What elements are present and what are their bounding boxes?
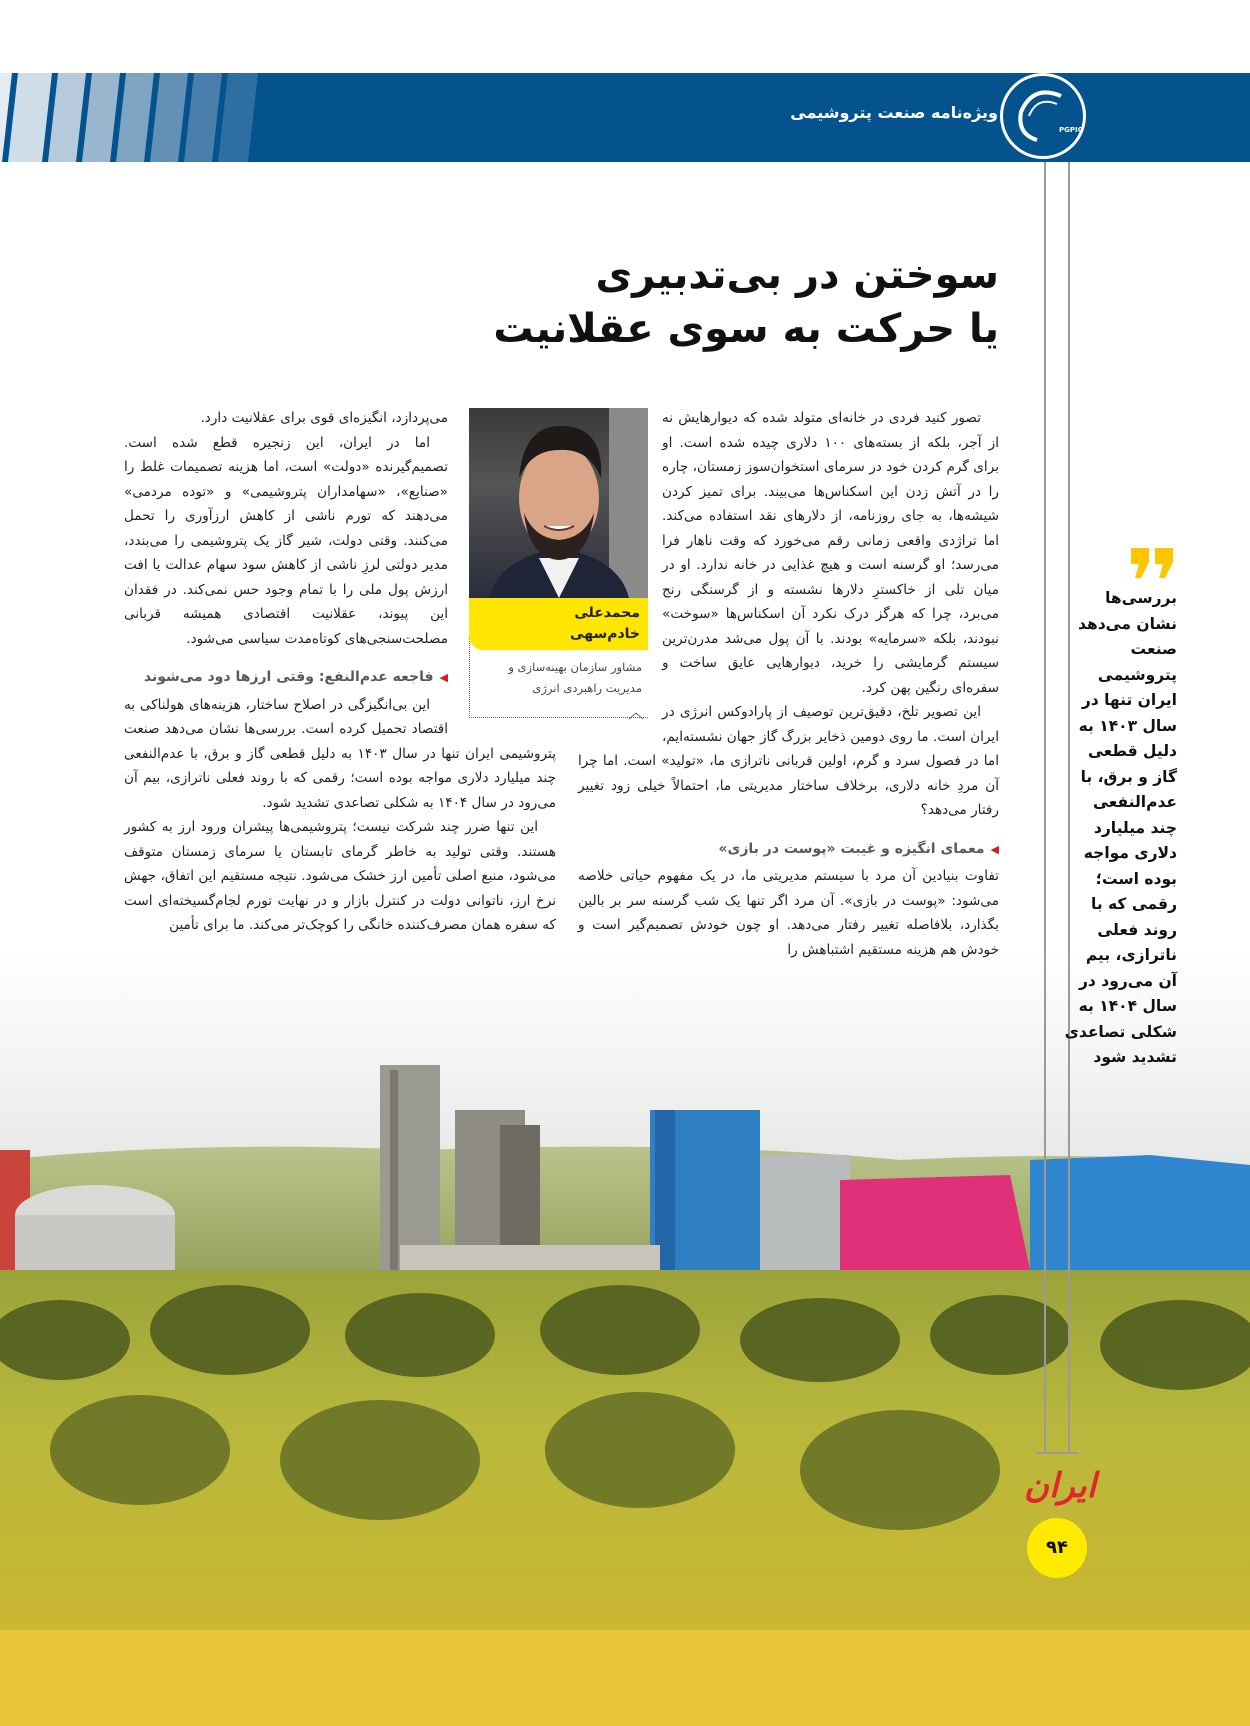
paragraph: تصور کنید فردی در خانه‌ای متولد شده که دیوارهایش نه از آجر، بلکه از بسته‌های ۱۰۰ دلاری چیده شده است. او برای گرم کردن خود در سرمای استخوان‌سوز زمستان، چاره را در آتش زدن این اسکناس‌ها می‌بیند. برای تمیز کردن شیشه‌ها، به جای روزنامه، از دلارهای نقد استفاده می‌کند. اما تراژدی واقعی زمانی رقم می‌خورد که وقت ناهار فرا می‌رسد؛ او گرسنه است و هیچ غذایی در خانه ندارد. او در میان تلی از خاکسترِ دلارها نشسته و از گرسنگی رنج می‌برد، چرا که هرگز درک نکرد آن اسکناس‌ها «سوخت» نبودند، بلکه «سرمایه» بودند. با آن پول می‌شد مدرن‌ترین سیستم گرمایشی را خرید، دیوارهایی عایق ساخت و سفره‌ای رنگین پهن کرد.: [662, 410, 999, 696]
paragraph: این تنها ضرر چند شرکت نیست؛ پتروشیمی‌ها پیشران ورود ارز به کشور هستند. وقتی تولید به خاطر گرمای تابستان یا سرمای زمستان متوقف می‌شود، منبع اصلی تأمین ارز خشک می‌شود. نتیجه مستقیم این اتفاق، جهش نرخ ارز، ناتوانی دولت در کنترل بازار و در نهایت تورم لجام‌گسیخته‌ای است که سفره همان مصرف‌کننده خانگی را کوچک‌تر می‌کند. ما برای تأمین: [124, 819, 556, 933]
subheading: ◀فاجعه عدم‌النفع: وقتی ارزها دود می‌شوند: [143, 669, 448, 685]
pull-quote: [1062, 548, 1177, 1071]
decorative-stripes: [0, 73, 260, 162]
paragraph: تفاوت بنیادین آن مرد با سیستم مدیریتی ما، در یک مفهوم حیاتی خلاصه می‌شود: «پوست در بازی». آن مرد اگر تنها یک شب گرسنه سر بر بالین بگذارد، بلافاصله تغییر رفتار می‌دهد. او چون خودش تصمیم‌گیر است و خودش هم هزینه مستقیم اشتباهش را: [578, 868, 999, 958]
page-number: ۹۴: [1027, 1518, 1087, 1578]
author-photo: [469, 408, 648, 598]
title-line-2: یا حرکت به سوی عقلانیت: [493, 306, 999, 352]
rule-foot: [1036, 1452, 1078, 1454]
triangle-bullet-icon: ◀: [439, 671, 448, 684]
article-title: [493, 248, 999, 356]
paragraph: این بی‌انگیزگی در اصلاح ساختار، هزینه‌های هولناکی به اقتصاد تحمیل کرده است. بررسی‌ها نشان می‌دهد صنعت پتروشیمی ایران تنها در سال ۱۴۰۳ به دلیل قطعی گاز و برق، با عدم‌النفعی چند میلیارد دلاری مواجه بوده است؛ رقمی که با روند فعلی ناترازی، بیم آن می‌رود در سال ۱۴۰۴ به شکلی تصاعدی تشدید شود.: [124, 696, 556, 811]
author-name-box: [469, 598, 648, 650]
section-title: ویژه‌نامه صنعت پتروشیمی: [790, 103, 998, 122]
paragraph: می‌پردازد، انگیزه‌ای قوی برای عقلانیت دارد.: [200, 410, 448, 426]
author-role: مشاور سازمان بهینه‌سازی و مدیریت راهبردی انرژی: [508, 660, 642, 695]
title-line-1: سوختن در بی‌تدبیری: [595, 252, 999, 298]
logo-swoosh-icon: [1003, 76, 1083, 156]
paragraph: این تصویر تلخ، دقیق‌ترین توصیف از پارادوکس انرژی در ایران است. ما روی دومین ذخایر بزرگ گاز جهان نشسته‌ایم، اما در فصول سرد و گرم، اولین قربانی ناترازی ما، «تولید» است. اما چرا آن مردِ خانه دلاری، برخلاف ساختار مدیریتی ما، احتمالاً خیلی زود تغییر رفتار می‌دهد؟: [578, 704, 999, 818]
pgpic-logo: [1000, 73, 1086, 159]
pull-quote-text: بررسی‌ها نشان می‌دهد صنعت پتروشیمی ایران تنها در سال ۱۴۰۳ به دلیل قطعی گاز و برق، با عدم‌النفعی چند میلیارد دلاری مواجه بوده است؛ رقمی که با روند فعلی ناترازی، بیم آن می‌رود در سال ۱۴۰۴ به شکلی تصاعدی تشدید شود: [1064, 589, 1177, 1066]
paragraph: اما در ایران، این زنجیره قطع شده است. تصمیم‌گیرنده «دولت» است، اما هزینه تصمیمات غلط را «صنایع»، «سهامداران پتروشیمی» و «توده مردمی» می‌دهند که تورم ناشی از کاهش ارزآوری را تحمل می‌کنند. وقتی دولت، شیر گاز یک پتروشیمی را می‌بندد، مدیر دولتی لرزِ ناشی از کاهش سود سهام عدالت یا افت ارزش پول ملی را با تمام وجود حس نمی‌کند. در فقدان این پیوند، عقلانیت اقتصادی همیشه قربانی مصلحت‌سنجی‌های کوتاه‌مدت سیاسی می‌شود.: [124, 434, 448, 647]
vertical-rule-left: [1044, 162, 1046, 1452]
chevron-up-icon: ︿: [628, 703, 645, 722]
quote-mark-icon: [1129, 548, 1177, 578]
author-name-line-1: محمدعلی: [574, 605, 640, 621]
logo-text: PGPIC: [1059, 126, 1083, 134]
iran-newspaper-logo: ایران: [1024, 1466, 1097, 1506]
author-name-line-2: خادم‌سهی: [570, 626, 640, 642]
triangle-bullet-icon: ◀: [990, 842, 999, 856]
subheading: ◀معمای انگیزه و غیبت «پوست در بازی»: [718, 840, 999, 857]
author-portrait: [469, 408, 648, 598]
